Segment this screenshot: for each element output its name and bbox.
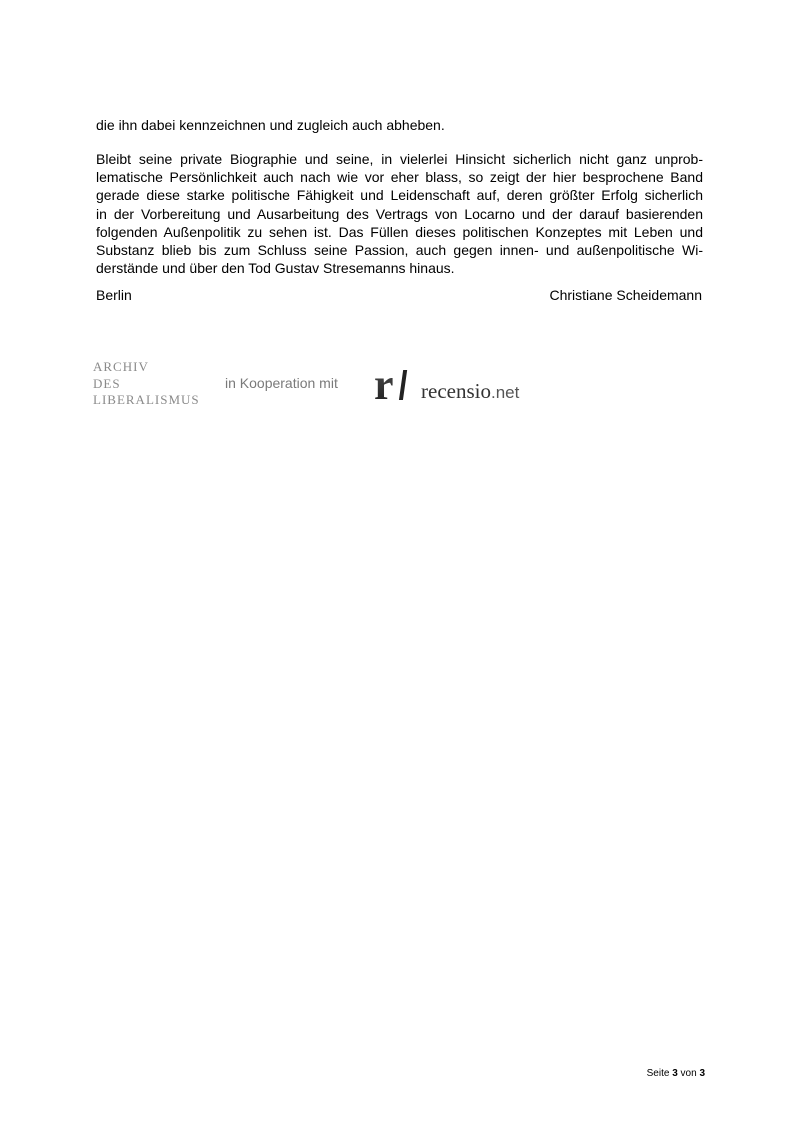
recensio-suffix: .net: [490, 383, 520, 402]
paragraph-1: [96, 116, 703, 134]
archiv-logo-line: ARCHIV: [93, 359, 149, 374]
signature-author: Christiane Scheidemann: [549, 287, 702, 303]
text-line: Bleibt seine private Biographie und seine, in vielerlei Hinsicht sicherlich nicht ganz unprob-: [96, 151, 703, 167]
text-line: folgenden Außenpolitik zu sehen ist. Das Füllen dieses politischen Konzeptes mit Leben und: [96, 223, 703, 240]
paragraph-2: [96, 150, 703, 277]
text-line: in der Vorbereitung und Ausarbeitung des Vertrags von Locarno und der darauf basierenden: [96, 205, 703, 222]
page-number-footer: [647, 1068, 705, 1079]
cooperation-text: in Kooperation mit: [225, 375, 338, 391]
archiv-logo-line: LIBERALISMUS: [93, 392, 200, 407]
archiv-logo-line: DES: [93, 375, 121, 391]
text-line: gerade diese starke politische Fähigkeit und Leidenschaft auf, deren größter Erfolg sicherlich: [96, 187, 703, 204]
recensio-logo: [373, 362, 553, 406]
footer-prefix: Seite: [646, 1068, 670, 1079]
recensio-wordmark: [421, 379, 519, 404]
text-line: derstände und über den Tod Gustav Stresemanns hinaus.: [96, 260, 455, 277]
logo-bar: [93, 356, 553, 412]
text-line: lematische Persönlichkeit auch nach wie vor eher blass, so zeigt der hier besprochene Band: [96, 169, 703, 186]
footer-separator: von: [680, 1068, 697, 1079]
recensio-r-icon: [373, 364, 413, 404]
recensio-name: recensio: [421, 379, 491, 403]
text-line: Substanz blieb bis zum Schluss seine Passion, auch gegen innen- und außenpolitische Wi-: [96, 242, 703, 259]
footer-total-pages: 3: [699, 1068, 705, 1079]
signature-city: Berlin: [96, 287, 132, 303]
text-line: die ihn dabei kennzeichnen und zugleich auch abheben.: [96, 117, 445, 133]
footer-current-page: 3: [672, 1068, 678, 1079]
archiv-des-liberalismus-logo: [93, 359, 200, 409]
svg-text:r: r: [374, 364, 394, 404]
